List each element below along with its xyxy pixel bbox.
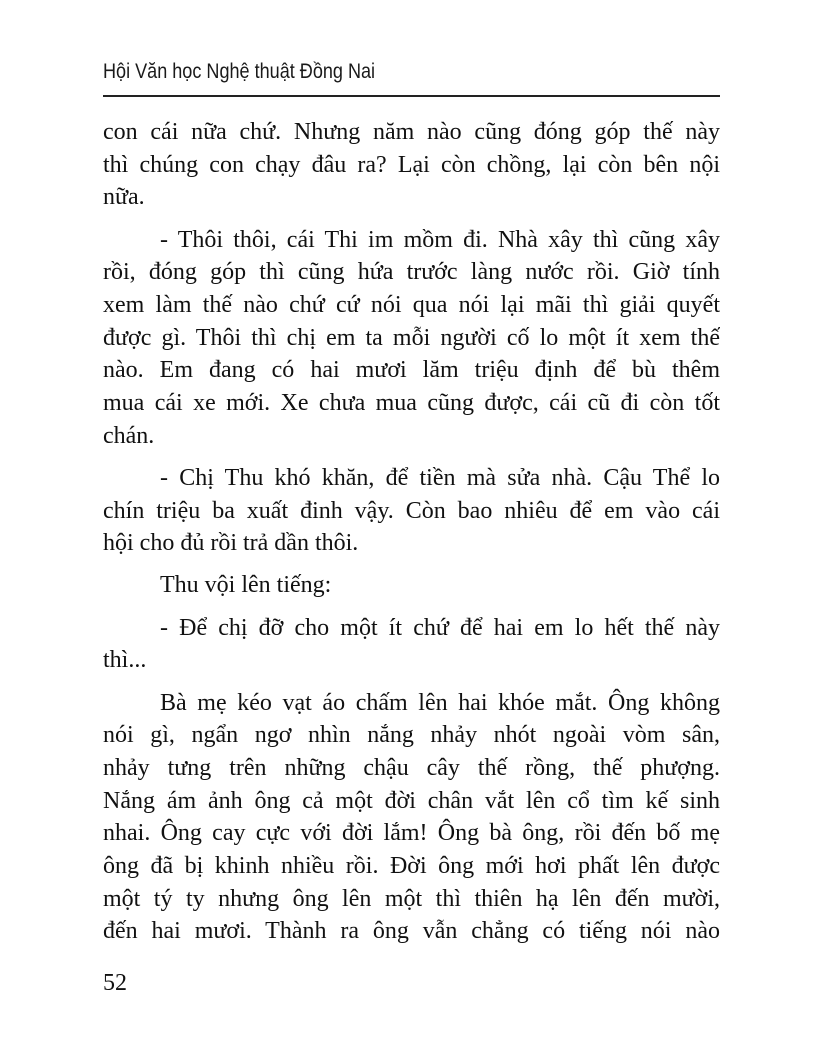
text-line: - Thôi thôi, cái Thi im mồm đi. Nhà xây thì cũng xây [160, 226, 720, 253]
paragraph [103, 462, 720, 560]
text-line: chín triệu ba xuất đinh vậy. Còn bao nhiêu để em vào cái [103, 497, 720, 524]
text-line: nói gì, ngẩn ngơ nhìn nắng nhảy nhót ngoài vòm sân, [103, 722, 720, 749]
paragraph [103, 612, 720, 677]
text-line: nhai. Ông cay cực với đời lắm! Ông bà ông, rồi đến bố mẹ [103, 820, 720, 847]
text-line: mua cái xe mới. Xe chưa mua cũng được, cái cũ đi còn tốt [103, 390, 720, 416]
running-header: Hội Văn học Nghệ thuật Đồng Nai [103, 60, 376, 83]
page-number: 52 [103, 970, 127, 996]
text-line: con cái nữa chứ. Nhưng năm nào cũng đóng góp thế này [103, 119, 720, 145]
text-line: nào. Em đang có hai mươi lăm triệu định để bù thêm [103, 357, 720, 384]
header-rule [103, 95, 720, 97]
text-line: một tý ty nhưng ông lên một thì thiên hạ lên đến mười, [103, 885, 720, 912]
text-line: - Để chị đỡ cho một ít chứ để hai em lo hết thế này [160, 614, 720, 641]
text-line: đến hai mươi. Thành ra ông vẫn chẳng có tiếng nói nào [103, 918, 720, 945]
text-line: rồi, đóng góp thì cũng hứa trước làng nước rồi. Giờ tính [103, 259, 720, 286]
text-line: hội cho đủ rồi trả dần thôi. [103, 530, 359, 557]
text-line: được gì. Thôi thì chị em ta mỗi người cố lo một ít xem thế [103, 324, 720, 351]
text-line: - Chị Thu khó khăn, để tiền mà sửa nhà. Cậu Thể lo [160, 464, 720, 491]
text-line: thì chúng con chạy đâu ra? Lại còn chồng, lại còn bên nội [103, 151, 720, 178]
text-line: ông đã bị khinh nhiều rồi. Đời ông mới hơi phất lên được [103, 852, 720, 879]
text-line: thì... [103, 647, 147, 674]
paragraph [103, 687, 720, 949]
text-line: nữa. [103, 184, 145, 211]
body-text [103, 116, 720, 948]
text-line: chán. [103, 422, 155, 449]
text-line: xem làm thế nào chứ cứ nói qua nói lại mãi thì giải quyết [103, 291, 720, 318]
text-line: nhảy tưng trên những chậu cây thế rồng, thế phượng. [103, 754, 720, 781]
text-line: Thu vội lên tiếng: [160, 572, 332, 599]
text-line: Bà mẹ kéo vạt áo chấm lên hai khóe mắt. Ông không [160, 689, 720, 716]
paragraph [103, 569, 720, 602]
text-line: Nắng ám ảnh ông cả một đời chân vắt lên cổ tìm kế sinh [103, 787, 720, 814]
paragraph [103, 116, 720, 214]
paragraph [103, 224, 720, 453]
